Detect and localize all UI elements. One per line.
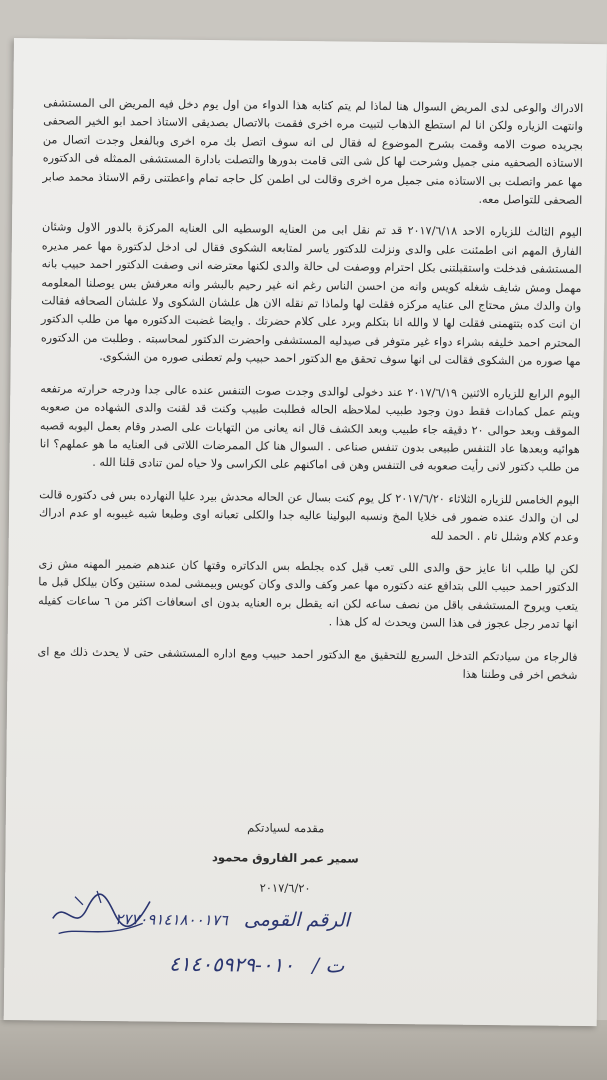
paragraph-third-visit: اليوم الثالث للزياره الاحد ٢٠١٧/٦/١٨ قد تم نقل ابى من العنايه الوسطيه الى العنايه المركزة بالدور الاول وشئان الفارق المهم انى اطمئنت على والدى ونزلت للدكتور ياسر لمتابعه الشكوى فقال لى ادخل لدكتورة مها عمر مديره المستشفى فدخلت واستقبلتنى بكل احترام ووصفت لى حالة والدى لكنها معترضه انى وصفت الدكتور احمد حبيب بانه مهمل ومش شايف شغله كويس وانه من احسن الناس رغم انه غير رحيم بالبشر وانه معرفش بس يوصلنا المعلومه وان والدك مش محتاج الى عنايه مركزه فقلت لها ولماذا تم نقله الان هل علشان الشكوى ولا علشان الصحافه فقالت ان انت كده بتتهمنى فقلت لها لا والله انا بتكلم وبرد على كلام حضرتك . وايضا غضبت الدكتوره مها من طلب الدكتور المحترم احمد خليفه بشراء دواء غير متوفر فى صيدليه المستشفى واحضرت الدكتور لمحاسبته . وطلبت من الدكتوره مها صوره من الشكوى فقالت لى انها سوف تحقق مع الدكتور احمد حبيب ولم تعطنى صوره من الشكوى. xyxy=(40,220,583,369)
letter-body xyxy=(37,94,583,699)
closing-line: مقدمه لسيادتكم xyxy=(247,820,325,836)
signature-block xyxy=(155,820,416,913)
phone-prefix: ت / xyxy=(312,953,345,978)
paper-sheet xyxy=(4,38,607,1026)
phone-number: ٠١٠-٤١٤٠٥٩٢٩ xyxy=(168,951,295,977)
paragraph-awareness: الادراك والوعى لدى المريض السوال هنا لماذا لم يتم كتابه هذا الدواء من اول يوم دخل فيه المريض الى المستشفى وانتهت الزياره ولكن انا لم استطع الذهاب لتبيت مره اخرى فقمت بالاتصال بصديقى الاستاذ احمد ابو الخير الصحفى بجريده صوت الامه وقمت بشرح الموضوع له فقال لى انه سوف اتصل بك مره اخرى وبالفعل وجدت اتصال من الاستاذه الصحفيه منى جميل وشرحت لها كل شى التى قامت بدورها والتصلت بادارة المستشفى الممثله فى الدكتوره مها عمر واتصلت بى الاستاذه منى جميل مره اخرى وقالت لى اطمن كل حاجه تمام واعطتنى رقم الاستاذ محمد صابر الصحفى للتواصل معه. xyxy=(42,96,584,207)
letter-date: ٢٠١٧/٦/٢٠ xyxy=(259,880,311,896)
national-id-line xyxy=(100,907,350,932)
signer-name: سمير عمر الفاروق محمود xyxy=(211,850,359,866)
paragraph-request: لكن ليا طلب انا عايز حق والدى اللى تعب قبل كده بجلطه بس الدكاتره وقتها كان عندهم ضمير المهنه مش زى الدكتور احمد حبيب اللى بتدافع عنه دكتوره مها عمر وكف والدى وكان كويس وبيمشى لمده سنتين وكان بيلكل قبل ما يتعب ويروح المستشفى باقل من نصف ساعه لكن انه يقطل بره العنايه بدون اى اسعافات اكثر من ٦ ساعات كفيله انها تدمر رجل عجوز فى هذا السن ويحدث له كل هذا . xyxy=(38,557,579,632)
national-id-value: ٢٧٧٠٩١٤١٨٠٠١٧٦ xyxy=(115,910,228,930)
paragraph-fifth-visit: اليوم الخامس للزياره الثلاثاء ٢٠١٧/٦/٢٠ كل يوم كنت بسال عن الحاله محدش بيرد عليا النهارده بس فى دكتوره قالت لى ان والدك عنده ضمور فى خلايا المخ ونسبه البولينا عاليه جدا والكلى تعبانه اوى وطبعا شبه غيبوبه او عدم ادراك وعدم كلام وشلل تام . الحمد لله xyxy=(38,488,580,544)
phone-line xyxy=(104,951,344,978)
national-id-label: الرقم القومى xyxy=(243,908,350,932)
paragraph-fourth-visit: اليوم الرابع للزياره الاثنين ٢٠١٧/٦/١٩ عند دخولى لوالدى وجدت صوت التنفس عنده عالى جدا ودرجه حرارته مرتفعه ويتم عمل كمادات فقط دون وجود طبيب لملاحظه الحاله فطلبت طبيب وكنت قد لقنت والدى الشهاده من صعوبه الموقف وبعد حوالى ٢٠ دقيقه جاء طبيب وبعد الكشف قال انه يعانى من التهابات على الصدر وقام بعمل اليوبه قصبه هوائيه وبعدها عاد التنفس طبيعى بدون تنفس صناعى . السوال هنا كل الممرضات اللاتى فى العنايه ما هو عملهم؟ انا من طلب دكتور لانى رأيت صعوبه فى التنفس وهن فى اماكنهم على الكراسى ولا حياه لمن تنادى قلنا الله . xyxy=(39,381,581,475)
paragraph-plea: فالرجاء من سيادتكم التدخل السريع للتحقيق مع الدكتور احمد حبيب ومع اداره المستشفى حتى لا يحدث ذلك مع اى شخص اخر فى وطننا هذا xyxy=(37,644,578,682)
background-floor xyxy=(0,1020,607,1080)
